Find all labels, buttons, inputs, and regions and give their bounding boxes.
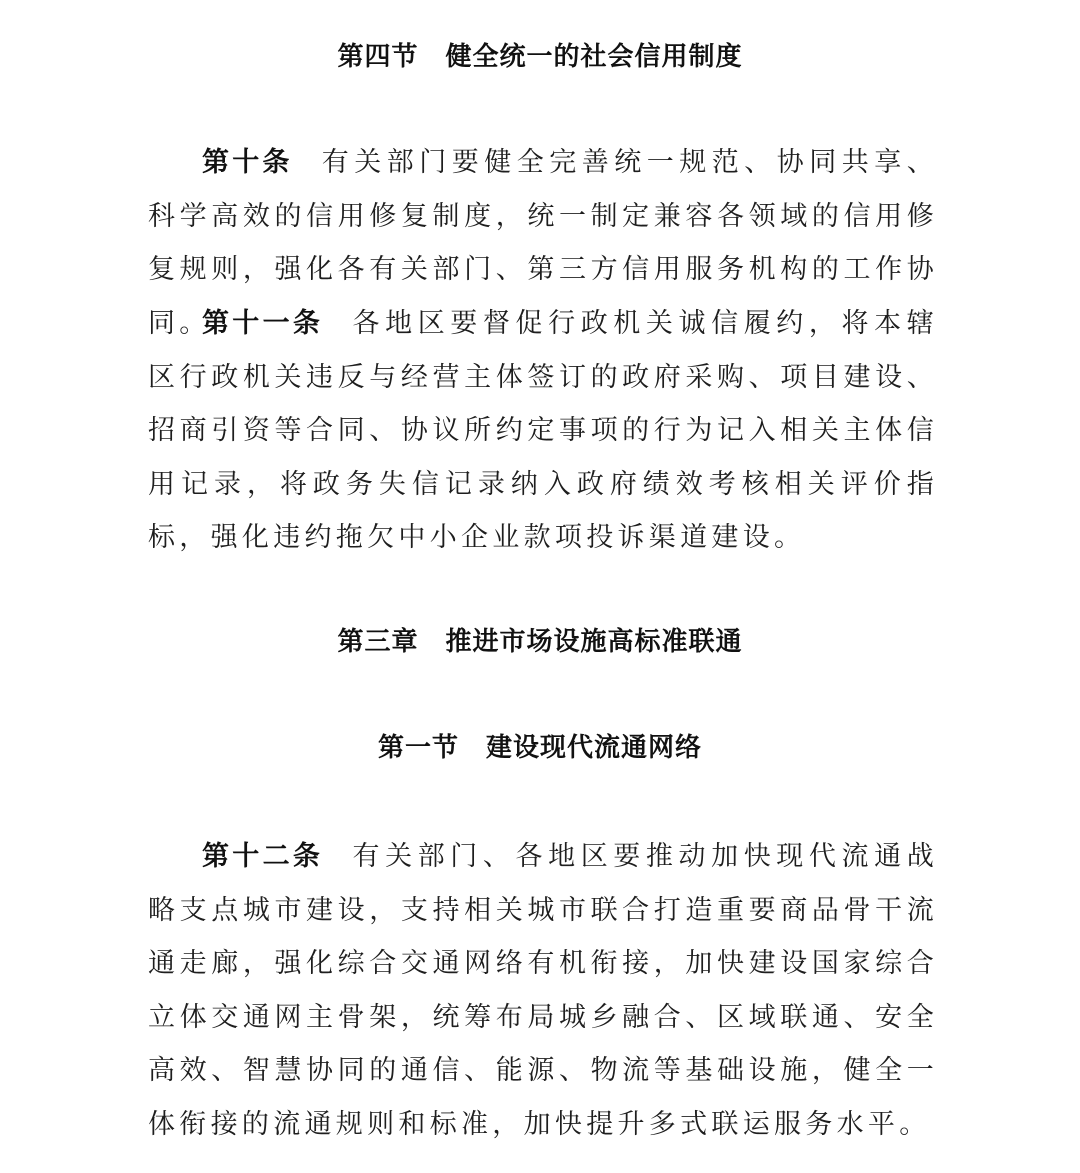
chapter-heading-3: 第三章 推进市场设施高标准联通 bbox=[337, 627, 743, 657]
article-text: 各地区要督促行政机关诚信履约，将本辖区行政机关违反与经营主体签订的政府采购、项目建设、招商引资等合同、协议所约定事项的行为记入相关主体信用记录，将政务失信记录纳入政府绩效考核相关评价指标，强化违约拖欠中小企业款项投诉渠道建设。 bbox=[148, 308, 938, 553]
section-heading-4: 第四节 健全统一的社会信用制度 bbox=[337, 42, 743, 72]
article-12 bbox=[148, 830, 938, 1151]
article-11 bbox=[148, 297, 938, 565]
article-text: 有关部门要健全完善统一规范、协同共享、科学高效的信用修复制度，统一制定兼容各领域的信用修复规则，强化各有关部门、第三方信用服务机构的工作协同。 bbox=[148, 147, 939, 339]
article-number: 第十一条 bbox=[202, 308, 324, 339]
section-heading-1: 第一节 建设现代流通网络 bbox=[377, 733, 702, 763]
article-number: 第十二条 bbox=[202, 841, 324, 872]
article-number: 第十条 bbox=[202, 147, 293, 178]
article-text: 有关部门、各地区要推动加快现代流通战略支点城市建设，支持相关城市联合打造重要商品骨干流通走廊，强化综合交通网络有机衔接，加快建设国家综合立体交通网主骨架，统筹布局城乡融合、区域联通、安全高效、智慧协同的通信、能源、物流等基础设施，健全一体衔接的流通规则和标准，加快提升多式联运服务水平。 bbox=[148, 841, 938, 1140]
